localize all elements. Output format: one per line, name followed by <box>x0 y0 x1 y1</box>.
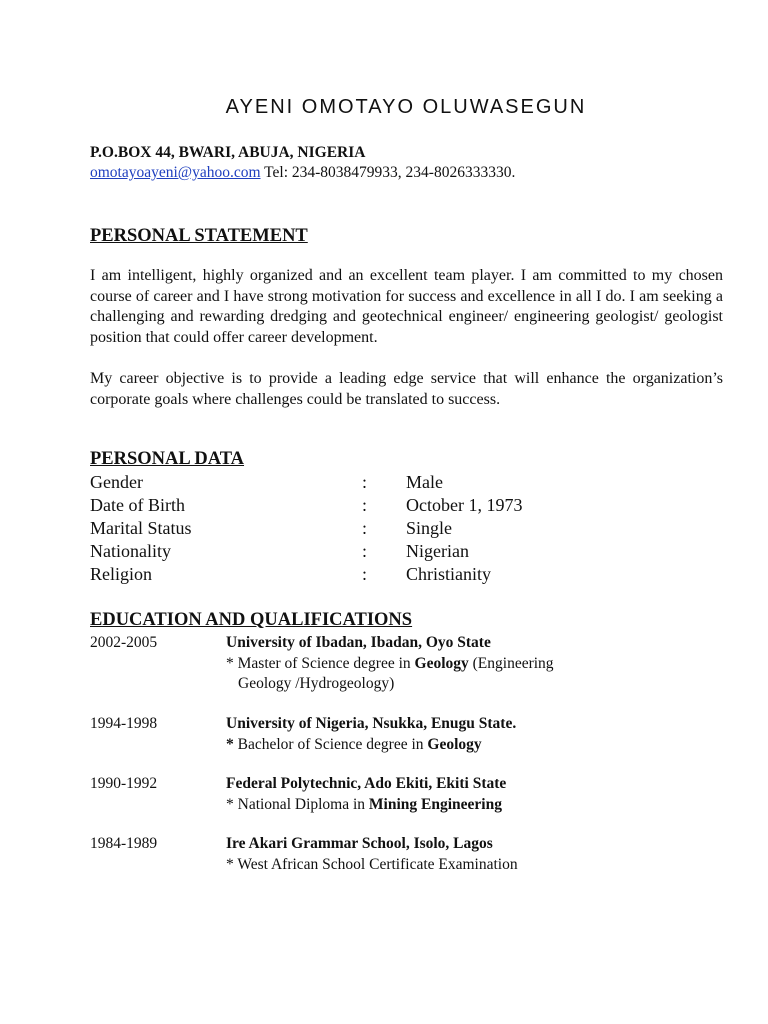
education-detail <box>226 714 726 755</box>
personal-statement-paragraph-2: My career objective is to provide a leading edge service that will enhance the organization’s corporate goals where challenges could be translated to success. <box>90 370 723 408</box>
qualification-text: * West African School Certificate Examination <box>226 855 518 873</box>
field-separator: : <box>362 518 368 538</box>
education-detail <box>226 774 726 815</box>
qualification-field: Geology <box>414 654 469 672</box>
institution-name: University of Nigeria, Nsukka, Enugu State. <box>226 715 517 732</box>
qualification-text: Bachelor of Science degree in <box>233 735 428 753</box>
education-heading: EDUCATION AND QUALIFICATIONS <box>90 610 413 630</box>
field-separator: : <box>362 564 368 584</box>
education-years: 1994-1998 <box>90 715 158 732</box>
qualification <box>226 654 726 675</box>
qualification-field: Geology <box>427 735 482 753</box>
education-years: 1984-1989 <box>90 835 158 852</box>
personal-data-row-religion <box>90 564 720 587</box>
contact-line <box>90 164 515 182</box>
personal-statement-paragraph-1: I am intelligent, highly organized and an excellent team player. I am committed to my chosen course of career and I have strong motivation for success and excellence in all I do. I am seeking a challenging and rewarding dredging and geotechnical engineer/ engineering geologist/ geologist position that could offer career development. <box>90 267 723 346</box>
personal-statement-heading: PERSONAL STATEMENT <box>90 226 308 246</box>
email-link[interactable]: omotayoayeni@yahoo.com <box>90 164 261 181</box>
field-value: Single <box>406 518 453 538</box>
field-separator: : <box>362 472 368 492</box>
institution-name: University of Ibadan, Ibadan, Oyo State <box>226 634 491 651</box>
qualification-field: Mining Engineering <box>368 795 502 813</box>
institution-name: Federal Polytechnic, Ado Ekiti, Ekiti State <box>226 775 507 792</box>
field-value: Male <box>406 472 443 492</box>
qualification-text: * National Diploma in <box>226 795 369 813</box>
field-label: Nationality <box>90 541 171 561</box>
field-label: Marital Status <box>90 518 192 538</box>
field-label: Date of Birth <box>90 495 185 515</box>
qualification <box>226 855 726 876</box>
education-years: 2002-2005 <box>90 634 158 651</box>
postal-address: P.O.BOX 44, BWARI, ABUJA, NIGERIA <box>90 144 366 161</box>
field-label: Religion <box>90 564 152 584</box>
qualification-continuation: Geology /Hydrogeology) <box>238 675 395 692</box>
personal-data-row-gender <box>90 472 720 495</box>
personal-data-row-nationality <box>90 541 720 564</box>
qualification-text: * Master of Science degree in <box>226 654 415 672</box>
field-separator: : <box>362 495 368 515</box>
candidate-name: AYENI OMOTAYO OLUWASEGUN <box>225 96 587 118</box>
phone-numbers: Tel: 234-8038479933, 234-8026333330. <box>260 164 516 181</box>
education-detail <box>226 834 726 875</box>
field-label: Gender <box>90 472 143 492</box>
field-value: Nigerian <box>406 541 469 561</box>
personal-data-row-marital-status <box>90 518 720 541</box>
field-value: October 1, 1973 <box>406 495 523 515</box>
field-value: Christianity <box>406 564 491 584</box>
personal-data-heading: PERSONAL DATA <box>90 449 245 469</box>
field-separator: : <box>362 541 368 561</box>
personal-data-row-dob <box>90 495 720 518</box>
bullet-star: * <box>226 735 234 753</box>
qualification <box>226 795 726 816</box>
education-detail <box>226 633 726 695</box>
education-years: 1990-1992 <box>90 775 158 792</box>
qualification <box>226 735 726 756</box>
qualification-suffix: (Engineering <box>468 654 554 672</box>
institution-name: Ire Akari Grammar School, Isolo, Lagos <box>226 835 493 852</box>
